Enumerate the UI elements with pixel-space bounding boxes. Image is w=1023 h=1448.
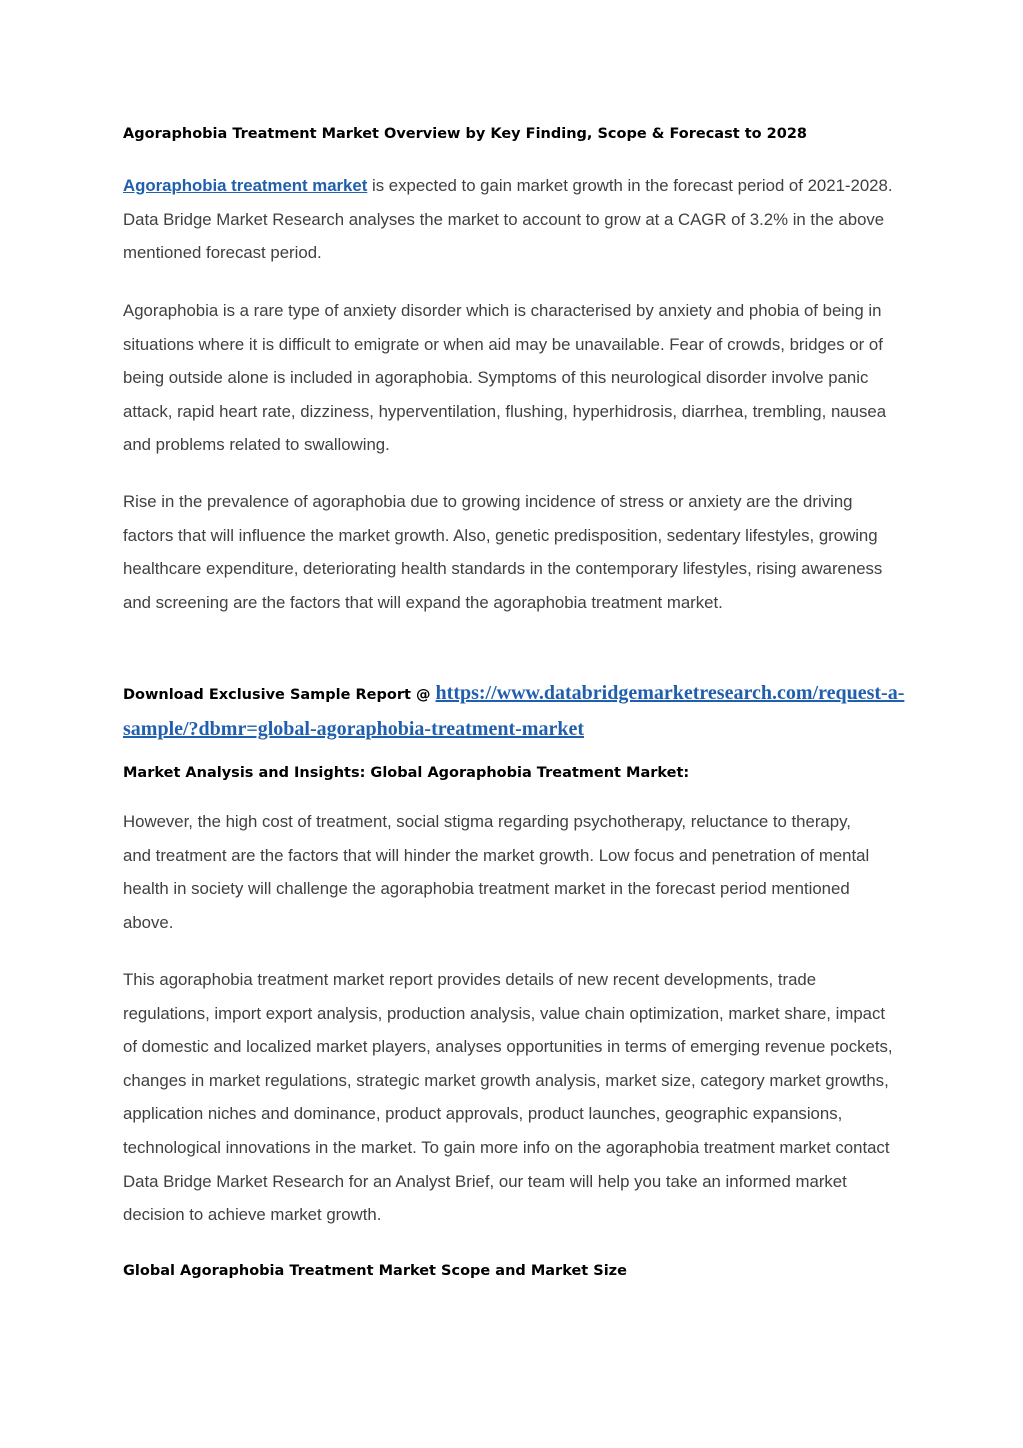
scope-heading: Global Agoraphobia Treatment Market Scope and Market Size — [123, 1263, 627, 1279]
restraints-paragraph: However, the high cost of treatment, social stigma regarding psychotherapy, reluctance to therapy, and treatment are the factors that will hinder the market growth. Low focus and penetration of mental health in society will challenge the agoraphobia treatment market in the forecast period mentioned above. — [123, 812, 870, 932]
sample-report-label: Download Exclusive Sample Report @ — [123, 687, 436, 703]
intro-paragraph — [123, 169, 903, 270]
drivers-paragraph: Rise in the prevalence of agoraphobia due to growing incidence of stress or anxiety are the driving factors that will influence the market growth. Also, genetic predisposition, sedentary lifestyles, growing healthcare expenditure, deteriorating health standards in the contemporary lifestyles, rising awareness and screening are the factors that will expand the agoraphobia treatment market. — [123, 492, 883, 612]
market-link[interactable]: Agoraphobia treatment market — [123, 176, 368, 195]
sample-report-line — [123, 676, 913, 748]
analysis-heading: Market Analysis and Insights: Global Agoraphobia Treatment Market: — [123, 765, 690, 781]
document-title: Agoraphobia Treatment Market Overview by Key Finding, Scope & Forecast to 2028 — [123, 126, 807, 142]
sample-report-link[interactable]: https://www.databridgemarketresearch.com/request-a-sample/?dbmr=global-agoraphobia-treatment-market — [123, 682, 905, 740]
definition-paragraph: Agoraphobia is a rare type of anxiety disorder which is characterised by anxiety and phobia of being in situations where it is difficult to emigrate or when aid may be unavailable. Fear of crowds, bridges or of being outside alone is included in agoraphobia. Symptoms of this neurological disorder involve panic attack, rapid heart rate, dizziness, hyperventilation, flushing, hyperhidrosis, diarrhea, trembling, nausea and problems related to swallowing. — [123, 301, 887, 455]
report-paragraph: This agoraphobia treatment market report provides details of new recent developments, trade regulations, import export analysis, production analysis, value chain optimization, market share, impact of domestic and localized market players, analyses opportunities in terms of emerging revenue pockets, changes in market regulations, strategic market growth analysis, market size, category market growths, application niches and dominance, product approvals, product launches, geographic expansions, technological innovations in the market. To gain more info on the agoraphobia treatment market contact Data Bridge Market Research for an Analyst Brief, our team will help you take an informed market decision to achieve market growth. — [123, 970, 893, 1225]
intro-text: is expected to gain market growth in the forecast period of 2021-2028. Data Bridge Market Research analyses the market to account to grow at a CAGR of 3.2% in the above mentioned forecast period. — [123, 176, 893, 263]
